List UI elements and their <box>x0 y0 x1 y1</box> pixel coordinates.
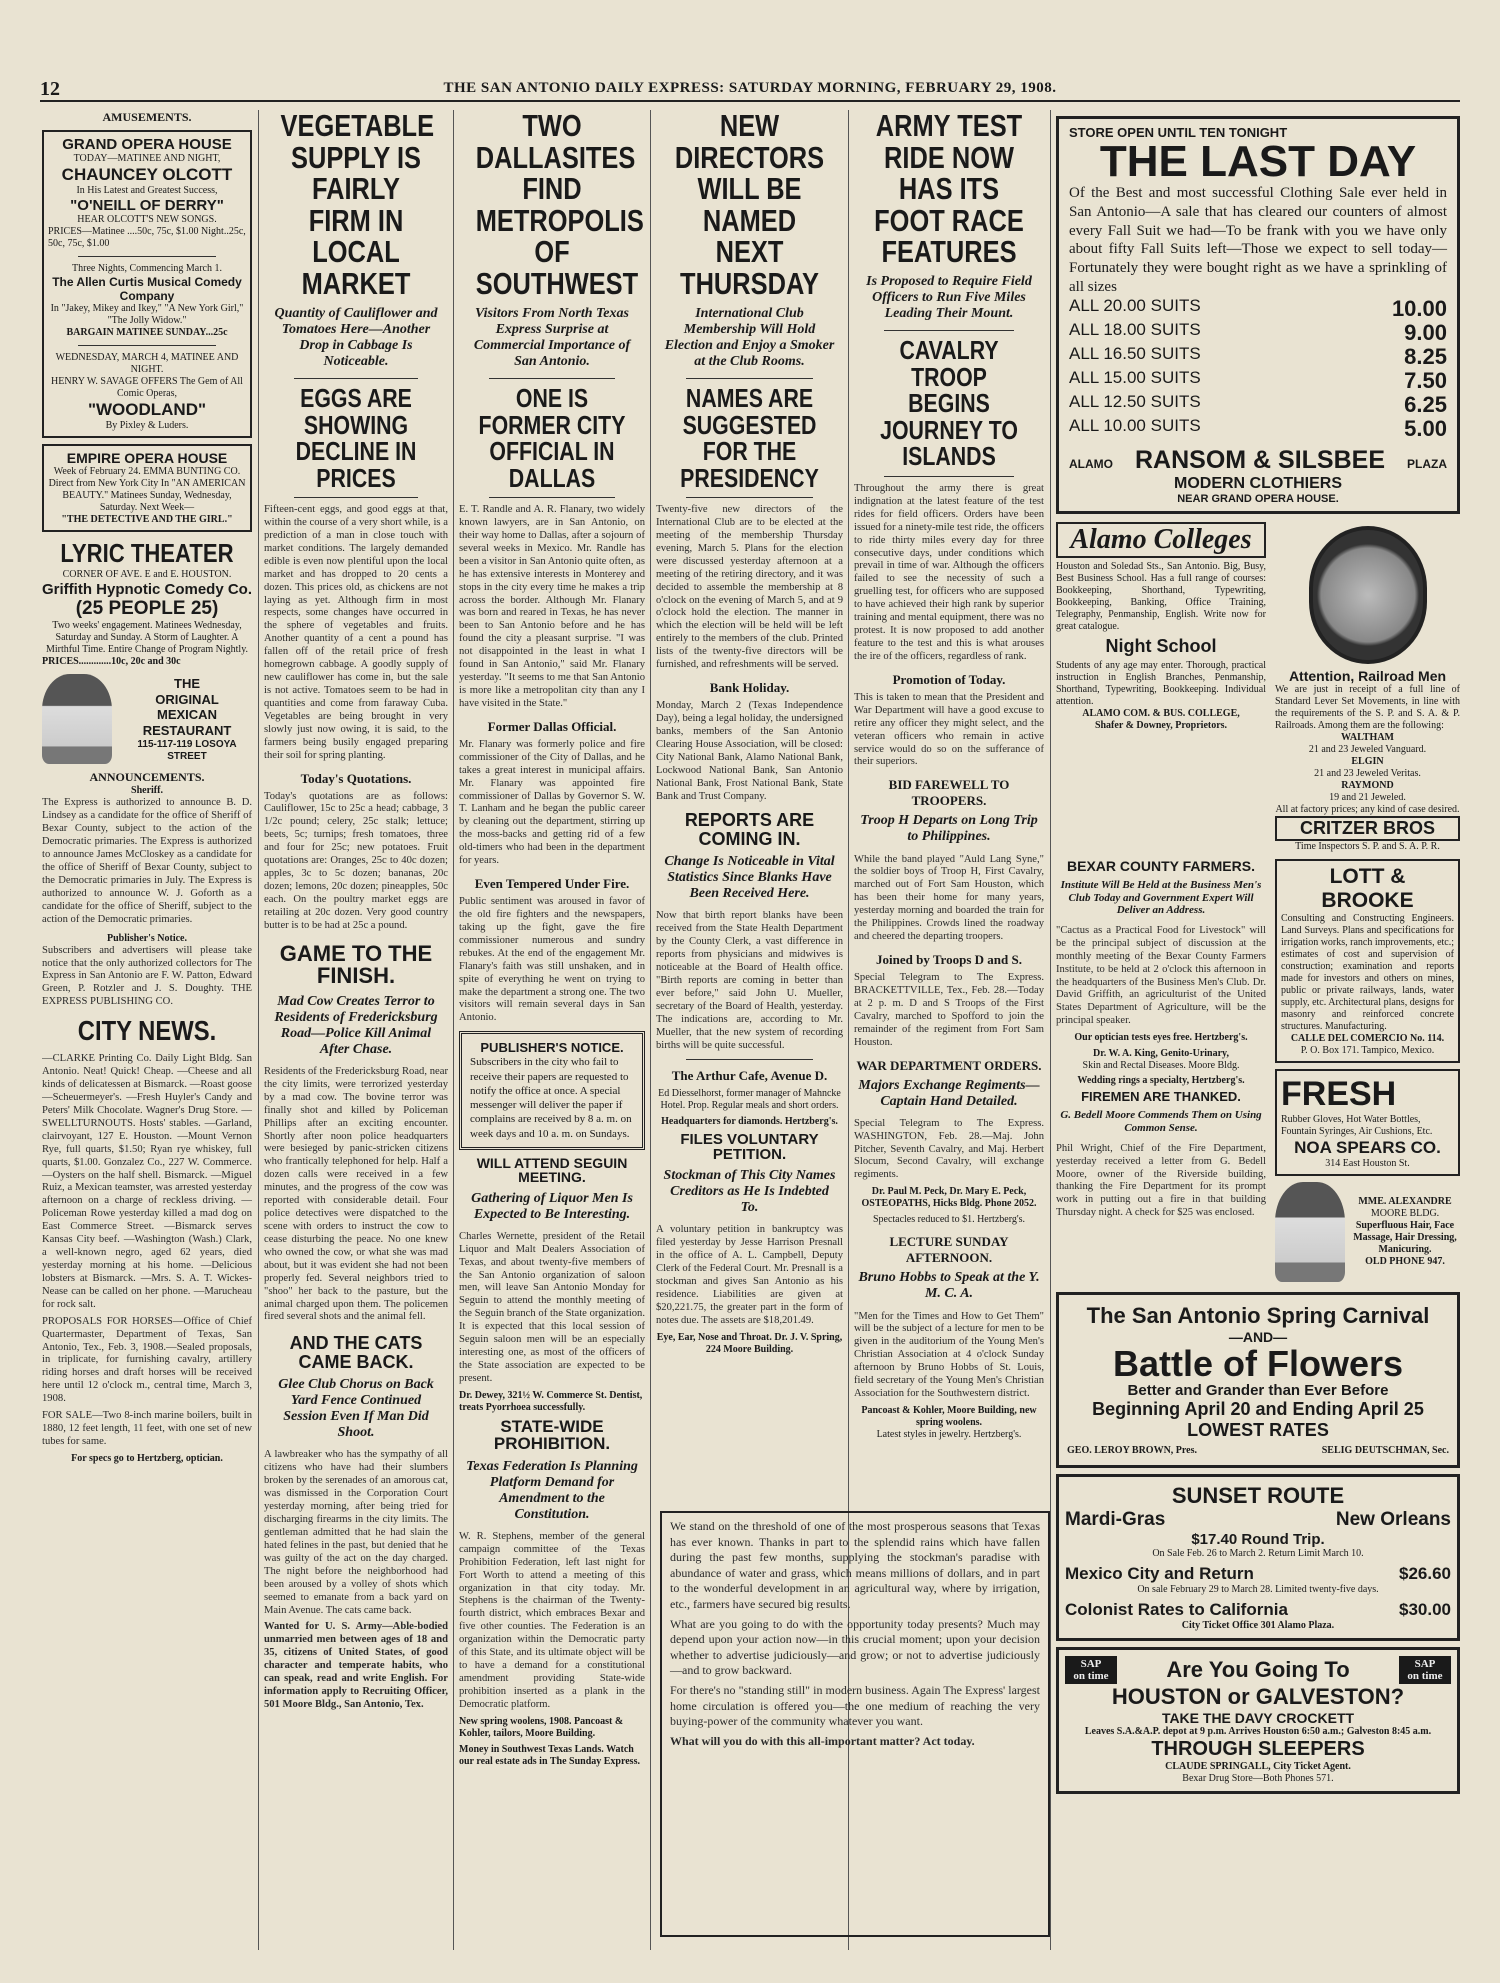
even-tempered-body: Public sentiment was aroused in favor of the old fire fighters and the newspapers, taking up the fight, gave the fire commissioner numerous and sundry rebukes. At the end of the engagement Mr. Flanary's faith was still unshaken, and in spite of everything he went on trying to make the department a strong one. The two visitors will remain several days in San Antonio. <box>459 896 645 1024</box>
forsale-text: FOR SALE—Two 8-inch marine boilers, built in 1880, 12 feet length, 11 feet, with one set of new tubes for same. <box>42 1410 252 1447</box>
railroad-all: All at factory prices; any kind of case desired. <box>1275 803 1460 815</box>
game-headline: GAME TO THE FINISH. <box>279 940 433 989</box>
houston-take: TAKE THE DAVY CROCKETT <box>1161 1710 1355 1727</box>
houston-through: THROUGH SLEEPERS <box>1151 1738 1365 1761</box>
houston-q: Are You Going To <box>1166 1657 1350 1683</box>
mex-addr: 115-117-119 LOSOYA STREET <box>137 738 237 762</box>
firemen-headline: FIREMEN ARE THANKED. <box>1081 1089 1241 1105</box>
railroad-waltham: WALTHAM <box>1341 731 1394 743</box>
alamo-night-text: Students of any age may enter. Thorough, practical instruction in English Branches, Penmanship, Shorthand, Typewriting, Bookkeeping. Individual attention. <box>1056 659 1266 707</box>
announcements-text: The Express is authorized to announce B. D. Lindsey as a candidate for the office of Sheriff of Bexar County, subject to the action of the Democratic primaries. The Express is authorized to announce James McCloskey as a candidate for the office of Sheriff of Bexar County, subject to the Democratic primaries in July. The Express is authorized to announce W. J. Goforth as a candidate for the office of Sheriff, subject to the action of the Democratic primaries. <box>42 797 252 925</box>
war-dept-dek: Majors Exchange Regiments—Captain Hand Detailed. <box>858 1077 1040 1109</box>
even-tempered-sub: Even Tempered Under Fire. <box>474 876 630 892</box>
directors-dek: International Club Membership Will Hold Election and Enjoy a Smoker at the Club Rooms. <box>664 305 835 369</box>
lecture-body: "Men for the Times and How to Get Them" will be the subject of a lecture for men to be given in the auditorium of the Young Men's Christian Association at 4 o'clock Sunday afternoon by Bruno Hobbs of St. Louis, field secretary of the Young Men's Christian Association for the Southwestern district. <box>854 1310 1044 1400</box>
sunset-mexico: Mexico City and Return <box>1065 1564 1254 1584</box>
empire-ad <box>42 444 252 532</box>
sunset-mexico-price: $26.60 <box>1399 1564 1451 1584</box>
pancoast-ad: New spring woolens, 1908. Pancoast & Kohler, tailors, Moore Building. <box>459 1715 624 1739</box>
troops-body: Special Telegram to The Express. BRACKETTVILLE, Tex., Feb. 28.—Today at 2 p. m. D and S Troops of the First Cavalry, marched to Spofford to join the remainder of the regiment from Fort Sam Houston. <box>854 971 1044 1048</box>
eye-ad: Eye, Ear, Nose and Throat. Dr. J. V. Spring, 224 Moore Building. <box>656 1331 843 1355</box>
suit-price: 8.25 <box>1404 343 1447 369</box>
carnival-and: —AND— <box>1228 1328 1288 1345</box>
suit-label: ALL 16.50 SUITS <box>1069 343 1201 363</box>
alamo-logo: Alamo Colleges <box>1056 522 1266 558</box>
fresh-name: NOA SPEARS CO. <box>1294 1137 1441 1157</box>
sunset-colonist: Colonist Rates to California <box>1065 1600 1288 1620</box>
alamo-name: ALAMO COM. & BUS. COLLEGE, <box>1082 707 1240 719</box>
bexar-dek: Institute Will Be Held at the Business Men's Club Today and Government Expert Will Deliver an Address. <box>1060 878 1262 917</box>
proposals-text: PROPOSALS FOR HORSES—Office of Chief Quartermaster, Department of Texas, San Antonio, Tex., Feb. 3, 1908.—Sealed proposals, in triplicate, for furnishing cavalry, artillery riding horses and draft horses will be received here until 12 o'clock m., central time, March 3, 1908. <box>42 1315 252 1405</box>
king-ad-spec: Skin and Rectal Diseases. Moore Bldg. <box>1082 1060 1240 1072</box>
dallasites-body: E. T. Randle and A. R. Flanary, two widely known lawyers, are in San Antonio, on their way home to Dallas, after a sojourn of several weeks in Mexico. Mr. Randle has been a visitor in San Antonio quite often, as he has extensive interests in Monterey and stops in the city every time he makes a trip across the border. Although Mr. Flanary was born and reared in Texas, he has never been to San Antonio before and he has found the city a pleasant surprise. "I was not disappointed in the least in what I found in San Antonio," said Mr. Flanary yesterday. "It seems to me that San Antonio is more like a metropolitan city than any I have visited in the State." <box>459 504 645 709</box>
announcements-heading: ANNOUNCEMENTS. <box>89 770 205 785</box>
ransom-name: RANSOM & SILSBEE <box>1134 445 1386 474</box>
former-official-body: Mr. Flanary was formerly police and fire commissioner of the City of Dallas, and he takes a great interest in municipal affairs. Mr. Flanary was appointed fire commissioner of Dallas by Governor S. W. T. Lanham and he began the public career by cleaning out the department, stirring up the moss-backs and getting rid of a few old-timers who had been in the department for years. <box>459 738 645 867</box>
carnival-dates: Beginning April 20 and Ending April 25 <box>1092 1399 1424 1420</box>
empire-text: Week of February 24. EMMA BUNTING CO. Direct from New York City In "AN AMERICAN BEAUTY." Matinees Sunday, Wednesday, Saturday. Next Week— <box>48 466 246 514</box>
dewey-ad: Dr. Dewey, 321½ W. Commerce St. Dentist, treats Pyorrhoea successfully. <box>459 1389 643 1413</box>
cats-dek: Glee Club Chorus on Back Yard Fence Continued Session Even If Man Did Shoot. <box>278 1377 434 1441</box>
alexandre-phone: OLD PHONE 947. <box>1365 1255 1445 1267</box>
critzer-sub: Time Inspectors S. P. and S. A. P. R. <box>1295 840 1440 852</box>
column-amusements <box>42 110 252 1950</box>
empire-next: "THE DETECTIVE AND THE GIRL." <box>61 514 233 526</box>
farewell-body: While the band played "Auld Lang Syne," the soldier boys of Troop H, First Cavalry, marched out of Fort Sam Houston, which has been their home for many years, yesterday morning and boarded the train for the Philippines. Crowds lined the roadway and cheered the departing troopers. <box>854 853 1044 943</box>
sunset-rt: $17.40 Round Trip. <box>1191 1531 1325 1549</box>
lott-text: Consulting and Constructing Engineers. Land Surveys. Plans and specifications for irrigation works, ranch improvements, etc.; estimates of cost and supervision of construction; examination and reports made for investors and others on mines, public or private railways, lands, water supply, etc. Architectural plans, designs for masonry and reinforced concrete structures. Manufacturing. <box>1281 912 1455 1032</box>
railroad-elgin1: 21 and 23 Jeweled Veritas. <box>1314 767 1421 779</box>
amusements-heading: AMUSEMENTS. <box>102 110 192 124</box>
jewelry-ad: Latest styles in jewelry. Hertzberg's. <box>876 1428 1022 1440</box>
promotion-body: This is taken to mean that the President and War Department will have a good excuse to retire any officer they might select, and the veteran officers who remain in active service would do so on the sufferance of their superiors. <box>854 691 1044 768</box>
reports-body: Now that birth report blanks have been received from the State Health Department by the County Clerk, a vast difference in reports from physicians and midwives is noticeable at the Board of Health office. "Birth reports are coming in better than ever before," said John U. Mueller, secretary of the Board of Health, yesterday. The indications are, according to Mr. Mueller, that the new system of recording births will be quite successful. <box>656 910 843 1051</box>
vegetable-dek: Quantity of Cauliflower and Tomatoes Here—Another Drop in Cabbage Is Noticeable. <box>274 305 438 369</box>
firemen-dek: G. Bedell Moore Commends Them on Using Common Sense. <box>1060 1109 1262 1135</box>
lyric-co: Griffith Hypnotic Comedy Co. <box>42 581 252 599</box>
column-dallasites <box>459 110 645 1950</box>
carnival-ad <box>1056 1292 1460 1469</box>
railroad-title: Attention, Railroad Men <box>1288 667 1447 684</box>
grand-name: GRAND OPERA HOUSE <box>62 136 232 154</box>
newspaper-title: THE SAN ANTONIO DAILY EXPRESS: SATURDAY MORNING, FEBRUARY 29, 1908. <box>443 80 1057 96</box>
fresh-addr: 314 East Houston St. <box>1325 1157 1410 1169</box>
petition-body: A voluntary petition in bankruptcy was filed yesterday by Jesse Harrison Presnall in the office of A. L. Campbell, Deputy Clerk of the Federal Court. Mr. Presnall is a stockman and gives San Antonio as his residence. Liabilities are given at $20,221.75, the greater part in the form of notes due. The assets are $18,201.49. <box>656 1224 843 1326</box>
suit-label: ALL 15.00 SUITS <box>1069 368 1201 388</box>
grand-woodland: "WOODLAND" <box>87 400 207 420</box>
suit-price: 10.00 <box>1391 295 1447 321</box>
farewell-sub: BID FAREWELL TO TROOPERS. <box>888 777 1010 809</box>
lott-addr: CALLE DEL COMERCIO No. 114. <box>1290 1032 1445 1044</box>
alamo-owners: Shafer & Downey, Proprietors. <box>1094 719 1228 731</box>
suit-label: ALL 18.00 SUITS <box>1069 319 1201 339</box>
lyric-text: Two weeks' engagement. Matinees Wednesday, Saturday and Sunday. A Storm of Laughter. A Mirthful Time. Entire Change of Program Nightly. <box>45 620 249 656</box>
editorial-text4: What will you do with this all-important matter? Act today. <box>670 1733 975 1748</box>
railroad-elgin: ELGIN <box>1351 755 1384 767</box>
mex-line1: THE <box>174 676 200 692</box>
editorial-box <box>660 1511 1050 1937</box>
ransom-right: PLAZA <box>1407 456 1447 471</box>
spec-text: For specs go to Hertzberg, optician. <box>71 1452 223 1464</box>
grand-line1: TODAY—MATINEE AND NIGHT, <box>73 153 221 165</box>
suit-label: ALL 20.00 SUITS <box>1069 295 1201 315</box>
notice-text: Subscribers in the city who fail to receive their papers are requested to notify the office at once. A special messenger will deliver the paper if complains are received by 8 a. m. on week days and 10 a. m. on Sundays. <box>470 1056 632 1140</box>
lecture-sub: LECTURE SUNDAY AFTERNOON. <box>889 1234 1009 1266</box>
mexican-restaurant-ad <box>42 674 252 764</box>
alamo-text: Houston and Soledad Sts., San Antonio. Big, Busy, Best Business School. Has a full range of courses: Bookkeeping, Shorthand, Typewriting, Bookkeeping, Banking, Office Training, Telegraphy, Penmanship, English. Write now for great catalogue. <box>1056 560 1266 632</box>
lyric-ad <box>42 538 252 668</box>
houston-dest: HOUSTON or GALVESTON? <box>1111 1684 1405 1710</box>
game-body: Residents of the Fredericksburg Road, near the city limits, were terrorized yesterday by a mad cow. The bovine terror was finally shot and killed by Policeman Phillips after an exciting encounter. Shortly after noon police headquarters were besieged by panic-stricken citizens who frantically telephoned for help. Half a dozen calls were received in a few minutes, and the progress of the cow was reported with considerable detail. Four police detectives were dispatched to the scene with orders to instruct the cow to cease disturbing the peace. No one knew who owned the cow, or what she was mad about, but it was evident she had not been properly fed. Several neighbors tried to "shoo" her back to the pasture, but the animal charged upon them. The policemen fired several shots and the animal fell. <box>264 1065 448 1323</box>
sheriff-heading: Sheriff. <box>131 785 163 797</box>
carnival-battle: Battle of Flowers <box>1112 1342 1404 1384</box>
ransom-store: STORE OPEN UNTIL TEN TONIGHT <box>1069 125 1288 140</box>
vegetable-headline: VEGETABLE SUPPLY IS FAIRLY FIRM IN LOCAL MARKET <box>280 110 435 302</box>
army-body: Throughout the army there is great indignation at the latest feature of the test rides for field officers. Orders have been issued for a ninety-mile test ride, the officers to ride thirty miles every day for three consecutive days, under conditions which prevail in time of war. Although the officers failed to see the necessity of such a gruelling test, for officers who are supposed to have achieved their high rank by superior training and mental equipment, there was no protest. It is now proposed to add another feature to the test and this is what arouses the ire of the officers, regardless of rank. <box>854 482 1044 662</box>
farewell-dek: Troop H Departs on Long Trip to Philippines. <box>860 813 1038 845</box>
promotion-sub: Promotion of Today. <box>892 671 1006 687</box>
eggs-headline: EGGS ARE SHOWING DECLINE IN PRICES <box>295 383 417 493</box>
reports-dek: Change Is Noticeable in Vital Statistics Since Blanks Have Been Received Here. <box>664 854 835 902</box>
column-directors <box>656 110 843 1490</box>
fresh-ad <box>1275 1069 1460 1176</box>
cafe-ad-title: The Arthur Cafe, Avenue D. <box>671 1067 828 1083</box>
grand-by: By Pixley & Luders. <box>105 420 189 432</box>
directors-body: Twenty-five new directors of the International Club are to be elected at the meeting of the membership Thursday evening, March 5. Plans for the election were discussed yesterday afternoon at a meeting of the retiring directory, and it was decided to assemble the membership at 8 o'clock on the evening of March 5, and at 9 o'clock hold the election. The manner in which the election will be held will be left entirely to the members of the club. Printed lists of the twenty-five directors will be furnished, and refreshments will be served. <box>656 504 843 671</box>
cats-headline: AND THE CATS CAME BACK. <box>289 1333 423 1372</box>
houston-galveston-ad <box>1056 1647 1460 1794</box>
king-ad-name: Dr. W. A. King, Genito-Urinary, <box>1092 1048 1230 1060</box>
suit-price-row <box>1069 297 1447 321</box>
houston-leaves: Leaves S.A.&A.P. depot at 9 p.m. Arrives Houston 6:50 a.m.; Galveston 8:45 a.m. <box>1084 1726 1432 1738</box>
optician-ad: Our optician tests eyes free. Hertzberg's. <box>1074 1032 1248 1044</box>
empire-name: EMPIRE OPERA HOUSE <box>66 450 228 467</box>
lecture-dek: Bruno Hobbs to Speak at the Y. M. C. A. <box>858 1270 1040 1302</box>
petition-dek: Stockman of This City Names Creditors as He Is Indebted To. <box>663 1168 836 1216</box>
sunset-route-ad <box>1056 1474 1460 1641</box>
suit-price: 6.25 <box>1404 392 1447 418</box>
sunset-title: SUNSET ROUTE <box>1171 1483 1345 1509</box>
sunset-no: New Orleans <box>1335 1509 1451 1531</box>
publishers-notice-heading: Publisher's Notice. <box>107 932 187 944</box>
vegetable-body: Fifteen-cent eggs, and good eggs at that, within the course of a very short while, is a prediction of a man in close touch with market conditions. The largely demanded edible is even now plentiful upon the local market and has dropped to 20 cents a dozen. This prices old, as chickens are not laying as yet. Although firm in most respects, some changes have occurred in the sphere of vegetables and fruits. Another quantity of a cent a pound has fallen off of the retail price of fresh homegrown cabbage. A goodly supply of new cauliflower has come in, but the sale is not active. Tomatoes seem to be had in quantities and come from faraway Cuba. Vegetables are being brought in very slowly just now owing, it is said, to the farmers being busily engaged preparing their soil for spring planting. <box>264 504 448 761</box>
editorial-text1: We stand on the threshold of one of the most prosperous seasons that Texas has ever known. Thanks in part to the splendid rains which have fallen during the past few months, supplying the stockman's paradise with abundance of water and grass, which means millions of dollars, and in part to the wonderful development in an agricultural way, where by irrigation, etc., farmers have secured big results. <box>670 1519 1040 1611</box>
war-dept-body: Special Telegram to The Express. WASHINGTON, Feb. 28.—Maj. John Pitcher, Seventh Cavalry, and Maj. Herbert Slocum, Second Cavalry, will exchange regiments. <box>854 1117 1044 1181</box>
petition-headline: FILES VOLUNTARY PETITION. <box>680 1130 819 1163</box>
pancoast2-ad: Pancoast & Kohler, Moore Building, new spring woolens. <box>861 1404 1037 1428</box>
carnival-better: Better and Grander than Ever Before <box>1127 1382 1389 1400</box>
notice-title: PUBLISHER'S NOTICE. <box>480 1040 624 1056</box>
alexandre-ad <box>1275 1182 1460 1282</box>
alamo-night: Night School <box>1105 635 1217 656</box>
names-suggested-headline: NAMES ARE SUGGESTED FOR THE PRESIDENCY <box>680 383 819 493</box>
ransom-suits-list <box>1069 297 1447 442</box>
editorial-text3: For there's no "standing still" in modern business. Again The Express' largest home circulation is offered you—the one medium of reaching the very buying-power of the community whatever you want. <box>670 1682 1040 1729</box>
sunset-office: City Ticket Office 301 Alamo Plaza. <box>1181 1620 1335 1632</box>
grand-wed: WEDNESDAY, MARCH 4, MATINEE AND NIGHT. <box>55 352 239 376</box>
seguin-dek: Gathering of Liquor Men Is Expected to Be Interesting. <box>471 1190 633 1222</box>
peck-ad: Dr. Paul M. Peck, Dr. Mary E. Peck, OSTEOPATHS, Hicks Bldg. Phone 2052. <box>861 1186 1037 1210</box>
prohibition-headline: STATE-WIDE PROHIBITION. <box>493 1416 611 1454</box>
diamonds-ad: Headquarters for diamonds. Hertzberg's. <box>661 1115 838 1127</box>
ransom-near: NEAR GRAND OPERA HOUSE. <box>1177 492 1339 505</box>
lott-brooke-ad <box>1275 859 1460 1063</box>
fresh-title: FRESH <box>1281 1074 1397 1113</box>
sunset-colonist-price: $30.00 <box>1399 1600 1451 1620</box>
ransom-silsbee-ad <box>1056 116 1460 514</box>
cavalry-headline: CAVALRY TROOP BEGINS JOURNEY TO ISLANDS <box>880 335 1018 472</box>
houston-claude: CLAUDE SPRINGALL, City Ticket Agent. <box>1165 1761 1351 1773</box>
grand-star: CHAUNCEY OLCOTT <box>61 165 233 185</box>
grand-bargain: BARGAIN MATINEE SUNDAY...25c <box>66 327 228 339</box>
cats-body: A lawbreaker who has the sympathy of all citizens who have had their slumbers broken by the serenades of an amorous cat, was dismissed in the Corporation Court yesterday morning, after being tried for discharging firearms in the city limits. The gentleman admitted that he had slain the hated felines in the past, but denied that he was guilty of the act on the day charged. The night before the neighborhood had been aroused by a volley of shots which seemed to emanate from a back yard on Main Avenue. The cats came back. <box>264 1449 448 1616</box>
mex-line4: RESTAURANT <box>142 722 232 738</box>
suit-price-row <box>1069 321 1447 345</box>
alexandre-text: Superfluous Hair, Face Massage, Hair Dressing, Manicuring. <box>1353 1219 1457 1255</box>
page-number: 12 <box>40 78 60 100</box>
firemen-body: Phil Wright, Chief of the Fire Department, yesterday received a letter from G. Bedell Moore, owner of the Riverside building, thanking the Fire Department for its prompt work in putting out a fire in that building Thursday night. A check for $25 was enclosed. <box>1056 1142 1266 1219</box>
railroad-raymond1: 19 and 21 Jeweled. <box>1329 791 1406 803</box>
alexandre-bldg: MOORE BLDG. <box>1370 1207 1440 1219</box>
masthead <box>40 78 1460 102</box>
mex-line2: ORIGINAL <box>155 691 219 707</box>
quotations-sub: Today's Quotations. <box>300 770 412 786</box>
quotations-body: Today's quotations are as follows: Cauliflower, 15c to 25c a head; cabbage, 3 1/2c pound; celery, 25c stalk; lettuce; beets, 5c; turnips; fresh tomatoes, three and four for 25c; new potatoes. Fruit quotations are: Oranges, 25c to 40c dozen; apples, 3c to 5c dozen; bananas, 20c dozen; lemons, 20c dozen; pineapples, 50c each. On the poultry market eggs are retailing at 20c dozen. Very good country butter is to be had at 25c a pound. <box>264 790 448 931</box>
railroad-raymond: RAYMOND <box>1341 779 1394 791</box>
ransom-sub: MODERN CLOTHIERS <box>1174 474 1342 492</box>
prohibition-body: W. R. Stephens, member of the general campaign committee of the Texas Prohibition Federation, left last night for Fort Worth to attend a meeting of this organization in that city today. Mr. Stephens is the chairman of the Twenty-fourth district, which embraces Bexar and five other counties. The Federation is an organization within the Democratic party of this State, and its ultimate object will be to have a demand for a constitutional amendment providing State-wide prohibition inserted as a plank in the Democratic platform. <box>459 1530 645 1710</box>
grand-prices: PRICES—Matinee ....50c, 75c, $1.00 Night..25c, 50c, 75c, $1.00 <box>48 226 246 250</box>
cafe-ad-text: Ed Diesselhorst, former manager of Mahncke Hotel. Prop. Regular meals and short orders. <box>658 1087 841 1111</box>
railroad-watch-ad <box>1275 522 1460 853</box>
railroad-waltham1: 21 and 23 Jeweled Vanguard. <box>1308 743 1427 755</box>
army-wanted-text: Wanted for U. S. Army—Able-bodied unmarried men between ages of 18 and 35, citizens of United States, of good character and temperate habits, who can speak, read and write English. For information apply to Recruiting Officer, 501 Moore Bldg., San Antonio, Tex. <box>264 1621 448 1710</box>
sap-logo-right: SAP on time <box>1399 1656 1451 1684</box>
sunset-mardi: Mardi-Gras <box>1065 1509 1166 1531</box>
suit-price-row <box>1069 417 1447 441</box>
grand-line2: In His Latest and Greatest Success, <box>76 185 218 197</box>
seguin-headline: WILL ATTEND SEGUIN MEETING. <box>476 1155 628 1186</box>
game-dek: Mad Cow Creates Terror to Residents of Fredericksburg Road—Police Kill Animal After Chase. <box>274 993 438 1057</box>
city-news-text: —CLARKE Printing Co. Daily Light Bldg. San Antonio. Neat! Quick! Cheap. —Cheese and all kinds of delicatessen at Bismarck. —Roast goose—Scheuermeyer's. —Fresh Huyler's Candy and Peters' Milk Chocolate. Wagner's Drug Store. —SWELLTURNOUTS. Hosts' stables. —Garland, clairvoyant, 127 E. Houston. —Mount Vernon Rye, full quarts, $1.50; Ryan rye whiskey, full quarts, $1.00. Gonzalez Co., 227 W. Commerce. —Oysters on the half shell. Bismarck. —Miguel Ruiz, a Mexican teamster, was arrested yesterday afternoon on a charge of reckless driving. —Policeman Rowe yesterday killed a mad dog on East Commerce Street. —Bismarck serves Kansas City beef. —Washington (Wash.) Clark, a well-known negro, aged 62 years, died yesterday morning at his home. —Delicious lobsters at Bismarck. —Mrs. S. A. T. Wickes-Nease can be called on her phone. —Marucheau for rock salt. <box>42 1053 252 1310</box>
suit-price-row <box>1069 393 1447 417</box>
grand-play: "O'NEILL OF DERRY" <box>70 197 224 215</box>
bank-holiday-body: Monday, March 2 (Texas Independence Day), being a legal holiday, the undersigned banks, members of the San Antonio Clearing House Association, will be closed: City National Bank, Alamo National Bank, Lockwood National Bank, San Antonio National Bank, Frost National Bank, State Bank and Trust Company. <box>656 700 843 802</box>
railroad-text: We are just in receipt of a full line of Standard Lever Set Movements, in line with the requirements of the S. P. and S. A. & P. Railroads. Among them are the following: <box>1275 683 1460 731</box>
column-ads <box>1056 110 1460 1950</box>
sap-logo-left: SAP on time <box>1065 1656 1117 1684</box>
critzer-logo: CRITZER BROS <box>1275 816 1460 841</box>
carnival-pres: GEO. LEROY BROWN, Pres. <box>1067 1445 1198 1457</box>
suit-price-row <box>1069 369 1447 393</box>
suit-price: 9.00 <box>1404 319 1447 345</box>
alamo-college-ad <box>1056 522 1266 853</box>
grand-curtis2: In "Jakey, Mikey and Ikey," "A New York Girl," "The Jolly Widow." <box>50 303 244 327</box>
ransom-text: Of the Best and most successful Clothing Sale ever held in San Antonio—A sale that has cleared our counters of almost every Fall Suit we had—To be frank with you we have only about fifty Fall Suits left—Those we expect to sell today—Fortunately they were bought right as we have a sprinkling of all sizes <box>1069 185 1447 295</box>
suit-label: ALL 12.50 SUITS <box>1069 392 1201 412</box>
wedding-ad: Wedding rings a specialty, Hertzberg's. <box>1077 1075 1245 1087</box>
ransom-left: ALAMO <box>1069 456 1113 471</box>
bank-holiday-sub: Bank Holiday. <box>709 680 790 696</box>
prohibition-dek: Texas Federation Is Planning Platform Demand for Amendment to the Constitution. <box>466 1458 638 1522</box>
alexandre-name: MME. ALEXANDRE <box>1358 1195 1452 1207</box>
mex-line3: MEXICAN <box>157 707 217 723</box>
sunset-mexico-sale: On sale February 29 to March 28. Limited twenty-five days. <box>1137 1584 1379 1596</box>
grand-savage: HENRY W. SAVAGE OFFERS The Gem of All Comic Operas, <box>51 376 243 400</box>
suit-price: 7.50 <box>1404 368 1447 394</box>
grand-three: Three Nights, Commencing March 1. <box>72 263 222 275</box>
reports-headline: REPORTS ARE COMING IN. <box>684 810 815 849</box>
troops-sub: Joined by Troops D and S. <box>876 951 1022 967</box>
lyric-name: LYRIC THEATER <box>60 538 234 569</box>
bexar-body: "Cactus as a Practical Food for Livestock" will be the principal subject of discussion at the monthly meeting of the Bexar County Farmers Institute, to be held at 2 o'clock this afternoon in the headquarters of the Business Men's Club. Dr. David Griffith, an agriculturist of the United States Department of Agriculture, will be the principal speaker. <box>1056 924 1266 1027</box>
former-official-sub: Former Dallas Official. <box>487 718 617 734</box>
carnival-title: The San Antonio Spring Carnival <box>1086 1302 1430 1328</box>
army-dek: Is Proposed to Require Field Officers to Run Five Miles Leading Their Mount. <box>866 274 1032 322</box>
dallasites-headline: TWO DALLASITES FIND METROPOLIS OF SOUTHWEST <box>475 110 644 302</box>
column-army <box>854 110 1044 1490</box>
lyric-addr: CORNER OF AVE. E and E. HOUSTON. <box>62 569 232 581</box>
city-news-heading: CITY NEWS. <box>77 1015 217 1047</box>
suit-price-row <box>1069 345 1447 369</box>
war-dept-sub: WAR DEPARTMENT ORDERS. <box>856 1057 1042 1073</box>
lyric-people: (25 PEOPLE 25) <box>75 598 219 620</box>
lott-box: P. O. Box 171. Tampico, Mexico. <box>1300 1044 1435 1056</box>
directors-headline: NEW DIRECTORS WILL BE NAMED NEXT THURSDAY <box>674 110 825 302</box>
suit-label: ALL 10.00 SUITS <box>1069 416 1201 436</box>
houston-bexar: Bexar Drug Store—Both Phones 571. <box>1182 1773 1334 1785</box>
grand-songs: HEAR OLCOTT'S NEW SONGS. <box>77 214 217 226</box>
publishers-notice-box <box>459 1031 645 1150</box>
lady-portrait-icon <box>1275 1182 1345 1282</box>
spectacles-ad: Spectacles reduced to $1. Hertzberg's. <box>872 1214 1026 1226</box>
dallasites-dek: Visitors From North Texas Express Surprise at Commercial Importance of San Antonio. <box>473 305 631 369</box>
pocket-watch-icon <box>1309 526 1427 664</box>
lyric-prices: PRICES.............10c, 20c and 30c <box>42 656 181 668</box>
sunset-sale: On Sale Feb. 26 to March 2. Return Limit March 10. <box>1152 1548 1364 1560</box>
bexar-headline: BEXAR COUNTY FARMERS. <box>1067 857 1255 874</box>
seguin-body: Charles Wernette, president of the Retail Liquor and Malt Dealers Association of Texas, and about twenty-five members of the San Antonio organization of saloon men, will leave San Antonio Monday for Seguin to attend the monthly meeting of the Seguin branch of the State organization. It is expected that this local session of Seguin saloon men will be an especially interesting one, as most of the officers of the State association are expected to be present. <box>459 1230 645 1384</box>
woman-portrait-icon <box>42 674 112 764</box>
grand-opera-ad <box>42 130 252 438</box>
grand-curtis: The Allen Curtis Musical Comedy Company <box>52 275 242 304</box>
former-official-headline: ONE IS FORMER CITY OFFICIAL IN DALLAS <box>478 383 626 493</box>
editorial-text2: What are you going to do with the opportunity today presents? Much may depend upon your action now—in this crucial moment; upon your decision whether to advertise judiciously—and grow; or not to advertise judiciously—and to grow backward. <box>670 1616 1040 1678</box>
fresh-text: Rubber Gloves, Hot Water Bottles, Fountain Syringes, Air Cushions, Etc. <box>1281 1113 1433 1137</box>
publishers-notice-text: Subscribers and advertisers will please take notice that the only authorized collectors for The Express in San Antonio are F. W. Patton, Edward Green, P. Rotzler and J. S. Doughty. THE EXPRESS PUBLISHING CO. <box>42 944 252 1008</box>
ransom-title: THE LAST DAY <box>1099 137 1417 186</box>
army-headline: ARMY TEST RIDE NOW HAS ITS FOOT RACE FEATURES <box>874 110 1024 270</box>
column-vegetable <box>264 110 448 1950</box>
carnival-rates: LOWEST RATES <box>1187 1420 1329 1441</box>
suit-price: 5.00 <box>1404 416 1447 442</box>
lott-title: LOTT & BROOKE <box>1321 864 1414 912</box>
carnival-sec: SELIG DEUTSCHMAN, Sec. <box>1321 1445 1449 1457</box>
money-ad: Money in Southwest Texas Lands. Watch our real estate ads in The Sunday Express. <box>459 1743 640 1767</box>
